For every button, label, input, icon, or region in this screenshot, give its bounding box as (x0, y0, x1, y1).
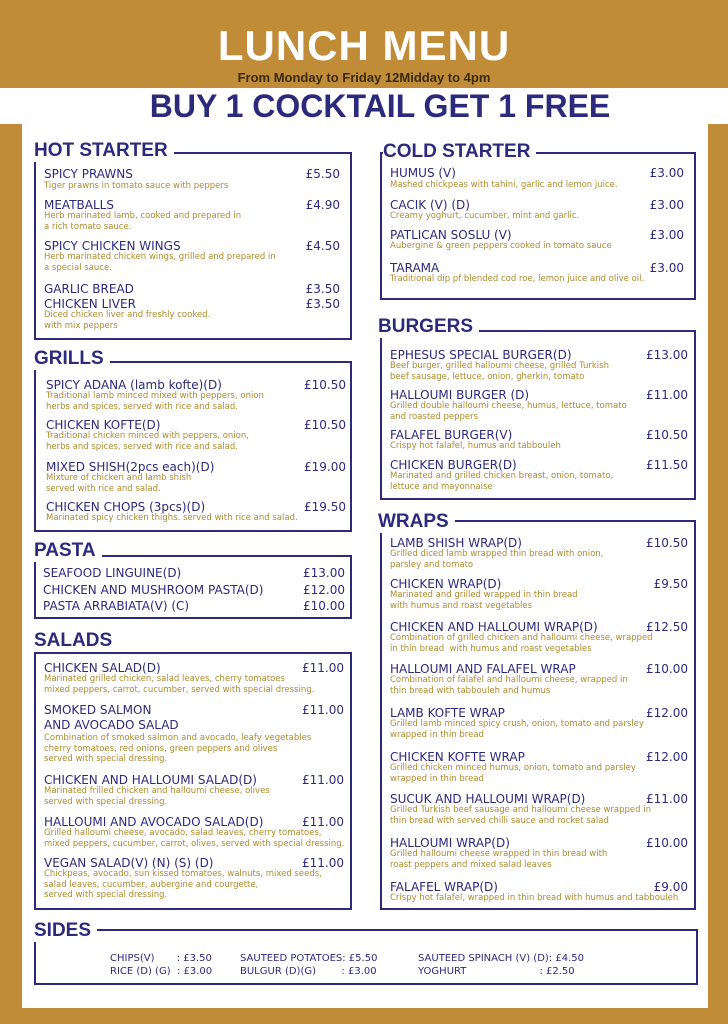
item-name: CHICKEN AND HALLOUMI SALAD(D) (44, 773, 257, 787)
item-description: Combination of grilled chicken and halloumi cheese, wrapped in thin bread with humus and roast vegetables (390, 633, 653, 654)
item-price: £19.50 (304, 500, 346, 514)
item-price: £9.00 (653, 880, 688, 894)
section-title-pasta: PASTA (34, 540, 102, 562)
item-description: Herb marinated chicken wings, grilled and prepared in a special sauce. (44, 252, 276, 273)
item-price: £10.50 (304, 378, 346, 392)
item-description: Marinated frilled chicken and halloumi cheese, olives served with special dressing. (44, 786, 270, 807)
item-name: FALAFEL WRAP(D) (390, 880, 498, 894)
item-price: £19.00 (304, 460, 346, 474)
item-name: SPICY PRAWNS (44, 167, 133, 181)
item-price: £12.00 (303, 583, 345, 597)
item-name: VEGAN SALAD(V) (N) (S) (D) (44, 856, 214, 870)
item-description: Creamy yoghurt, cucumber, mint and garlic. (390, 211, 580, 221)
item-name: MIXED SHISH(2pcs each)(D) (46, 460, 215, 474)
item-name: CHICKEN BURGER(D) (390, 458, 517, 472)
item-description: Marinated spicy chicken thighs. served with rice and salad. (46, 513, 298, 523)
item-price: £11.00 (302, 815, 344, 829)
promo-band (0, 88, 728, 124)
item-price: £11.00 (302, 703, 344, 717)
item-name: HALLOUMI BURGER (D) (390, 388, 530, 402)
item-price: £12.00 (646, 750, 688, 764)
page-title: LUNCH MENU (217, 22, 511, 69)
item-price: £11.00 (646, 388, 688, 402)
item-description: Crispy hot falafel, humus and tabbouleh (390, 441, 561, 451)
item-description: Combination of falafel and halloumi cheese, wrapped in thin bread with tabbouleh and humus (390, 675, 628, 696)
item-description: Herb marinated lamb, cooked and prepared in a rich tomato sauce. (44, 211, 242, 232)
item-name: CHICKEN SALAD(D) (44, 661, 161, 675)
item-name: HUMUS (V) (390, 166, 456, 180)
item-name: FALAFEL BURGER(V) (390, 428, 513, 442)
item-name: CHICKEN CHOPS (3pcs)(D) (46, 500, 206, 514)
item-price: £3.00 (649, 228, 684, 242)
item-name: CHICKEN LIVER (44, 297, 136, 311)
item-name: CHICKEN AND MUSHROOM PASTA(D) (43, 583, 264, 597)
item-price: £11.00 (302, 773, 344, 787)
item-price: £10.50 (646, 536, 688, 550)
item-price: £13.00 (303, 566, 345, 580)
item-name: HALLOUMI AND AVOCADO SALAD(D) (44, 815, 264, 829)
item-price: £3.50 (305, 282, 340, 296)
item-description: Grilled double halloumi cheese, humus, lettuce, tomato and roasted peppers (390, 401, 627, 422)
item-price: £3.00 (649, 261, 684, 275)
item-name: TARAMA (390, 261, 440, 275)
sides-col-2: SAUTEED POTATOES: £5.50 BULGUR (D)(G) : £3.00 (240, 953, 378, 977)
section-title-wraps: WRAPS (378, 511, 455, 533)
item-description: Grilled diced lamb wrapped thin bread with onion, parsley and tomato (390, 549, 604, 570)
item-name: CHICKEN AND HALLOUMI WRAP(D) (390, 620, 598, 634)
item-description: Beef burger, grilled halloumi cheese, grilled Turkish beef sausage, lettuce, onion, gherkin, tomato (390, 361, 609, 382)
item-description: Grilled chicken minced humus, onion, tomato and parsley wrapped in thin bread (390, 763, 636, 784)
item-description: Marinated grilled chicken, salad leaves, cherry tomatoes mixed peppers, carrot, cucumber, served with special dressing. (44, 674, 315, 695)
item-description: Grilled lamb minced spicy crush, onion, tomato and parsley wrapped in thin bread (390, 719, 644, 740)
section-title-sides: SIDES (34, 920, 97, 942)
item-name: LAMB KOFTE WRAP (390, 706, 505, 720)
item-description: Mixture of chicken and lamb shish served with rice and salad. (46, 473, 192, 494)
item-name: SPICY CHICKEN WINGS (44, 239, 181, 253)
item-price: £5.50 (305, 167, 340, 181)
item-description: Traditional dip pf blended cod roe, lemon juice and olive oil. (390, 274, 645, 284)
item-name: LAMB SHISH WRAP(D) (390, 536, 522, 550)
item-name: CHICKEN KOFTE WRAP (390, 750, 525, 764)
item-price: £12.00 (646, 706, 688, 720)
item-description: Grilled halloumi cheese, avocado, salad leaves, cherry tomatoes, mixed peppers, cucumber, carrot, olives, served with special dressing. (44, 828, 345, 849)
item-name: MEATBALLS (44, 198, 114, 212)
item-name: PATLICAN SOSLU (V) (390, 228, 512, 242)
item-description: Diced chicken liver and freshly cooked. with mix peppers (44, 310, 211, 331)
section-title-salads: SALADS (34, 630, 118, 652)
item-price: £3.00 (649, 198, 684, 212)
item-name: PASTA ARRABIATA(V) (C) (43, 599, 190, 613)
item-price: £10.50 (646, 428, 688, 442)
section-title-burgers: BURGERS (378, 316, 479, 338)
section-title-hot-starter: HOT STARTER (34, 140, 174, 162)
item-price: £4.90 (305, 198, 340, 212)
item-name: HALLOUMI WRAP(D) (390, 836, 510, 850)
item-price: £13.00 (646, 348, 688, 362)
section-title-cold-starter: COLD STARTER (383, 141, 536, 163)
item-description: Crispy hot falafel, wrapped in thin bread with humus and tabbouleh (390, 893, 679, 903)
item-price: £4.50 (305, 239, 340, 253)
item-price: £10.00 (303, 599, 345, 613)
item-name: CHICKEN WRAP(D) (390, 577, 502, 591)
item-name: HALLOUMI AND FALAFEL WRAP (390, 662, 576, 676)
item-name: SUCUK AND HALLOUMI WRAP(D) (390, 792, 586, 806)
item-name: GARLIC BREAD (44, 282, 134, 296)
item-description: Grilled halloumi cheese wrapped in thin bread with roast peppers and mixed salad leaves (390, 849, 608, 870)
item-price: £11.00 (302, 856, 344, 870)
item-price: £10.50 (304, 418, 346, 432)
item-name: CACIK (V) (D) (390, 198, 470, 212)
item-price: £3.50 (305, 297, 340, 311)
item-price: £9.50 (653, 577, 688, 591)
item-description: Traditional chicken minced with peppers, onion, herbs and spices, served with rice and salad. (46, 431, 249, 452)
item-price: £12.50 (646, 620, 688, 634)
item-description: Mashed chickpeas with tahini, garlic and lemon juice. (390, 180, 618, 190)
item-description: Combination of smoked salmon and avocado, leafy vegetables cherry tomatoes, red onions, green peppers and olives served with special dressing. (44, 733, 312, 764)
item-price: £10.00 (646, 662, 688, 676)
item-price: £10.00 (646, 836, 688, 850)
item-name: SPICY ADANA (lamb kofte)(D) (46, 378, 222, 392)
item-name: EPHESUS SPECIAL BURGER(D) (390, 348, 572, 362)
sides-col-3: SAUTEED SPINACH (V) (D): £4.50 YOGHURT : £2.50 (418, 953, 584, 977)
sides-col-1: CHIPS(V) : £3.50 RICE (D) (G) : £3.00 (110, 953, 213, 977)
item-description: Marinated and grilled chicken breast, onion, tomato, lettuce and mayonnaise (390, 471, 614, 492)
item-name: CHICKEN KOFTE(D) (46, 418, 161, 432)
item-description: Traditional lamb minced mixed with peppers, onion herbs and spices, served with rice and salad. (46, 391, 264, 412)
promo-text: BUY 1 COCKTAIL GET 1 FREE (149, 88, 611, 124)
item-name: SEAFOOD LINGUINE(D) (43, 566, 182, 580)
item-price: £3.00 (649, 166, 684, 180)
item-price: £11.00 (646, 792, 688, 806)
section-title-grills: GRILLS (34, 348, 110, 370)
item-price: £11.50 (646, 458, 688, 472)
item-price: £11.00 (302, 661, 344, 675)
item-description: Marinated and grilled wrapped in thin bread with humus and roast vegetables (390, 590, 578, 611)
opening-hours: From Monday to Friday 12Midday to 4pm (237, 70, 491, 85)
item-description: Tiger prawns in tomato sauce with peppers (44, 181, 229, 191)
item-name: SMOKED SALMON AND AVOCADO SALAD (44, 703, 179, 732)
item-description: Chickpeas, avocado, sun kissed tomatoes, walnuts, mixed seeds, salad leaves, cucumber, aubergine and courgette, served with special dressing. (44, 869, 322, 900)
item-description: Aubergine & green peppers cooked in tomato sauce (390, 241, 612, 251)
item-description: Grilled Turkish beef sausage and halloumi cheese wrapped in thin bread with served chilli sauce and rocket salad (390, 805, 651, 826)
